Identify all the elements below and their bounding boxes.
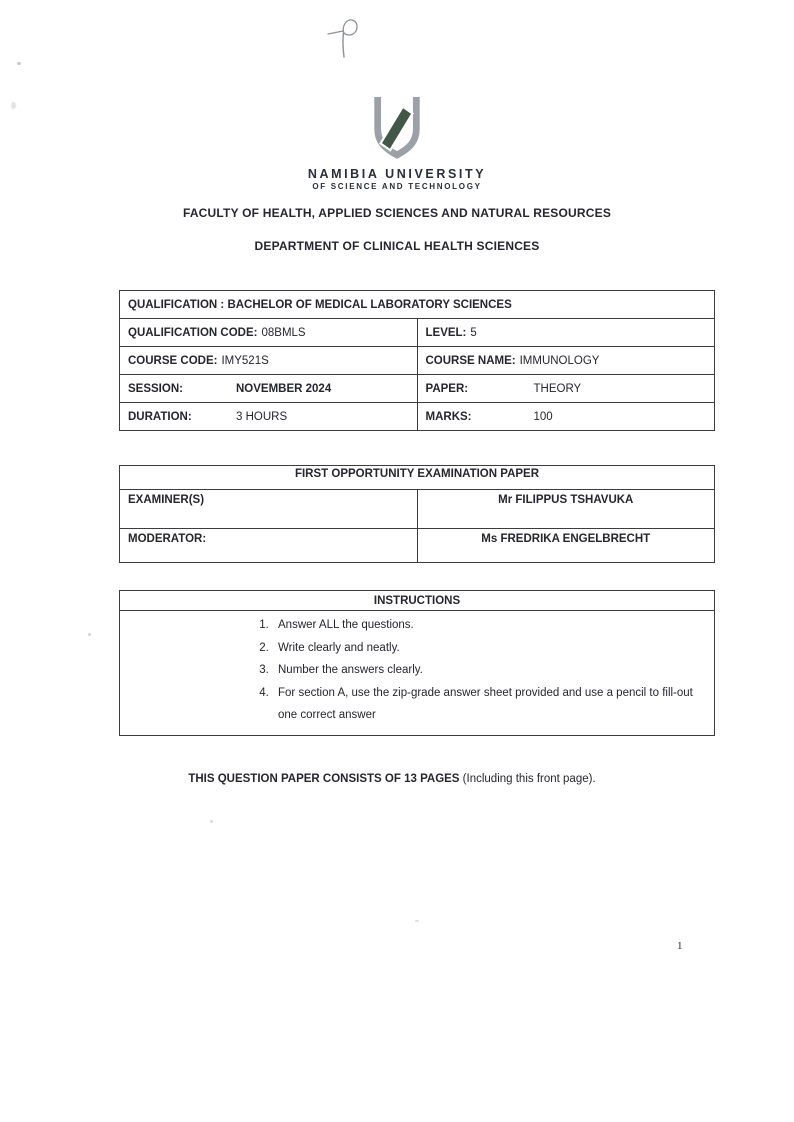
table-row	[120, 319, 715, 347]
session-cell	[120, 375, 418, 403]
table-row	[120, 375, 715, 403]
instruction-item: 3. Number the answers clearly.	[272, 659, 700, 682]
paper-cell	[417, 375, 715, 403]
table-row	[120, 291, 715, 319]
faculty-heading: FACULTY OF HEALTH, APPLIED SCIENCES AND NATURAL RESOURCES	[182, 206, 612, 220]
cell-label: COURSE CODE:	[128, 354, 218, 367]
cell-label: QUALIFICATION CODE:	[128, 326, 258, 339]
cell-value: 100	[533, 410, 553, 423]
cell-label: COURSE NAME:	[425, 354, 516, 367]
instructions-list	[120, 614, 700, 727]
level-cell	[417, 319, 715, 347]
scan-artifact	[210, 820, 213, 823]
table-row	[120, 611, 715, 736]
handwritten-pencil-mark	[322, 13, 370, 65]
page-count-statement	[0, 773, 784, 785]
table-row	[120, 347, 715, 375]
cell-label: PAPER:	[425, 382, 469, 395]
table-row	[120, 591, 715, 611]
cell-value: 5	[470, 326, 477, 339]
table-row	[120, 466, 715, 490]
instructions-header-cell: INSTRUCTIONS	[120, 591, 715, 611]
table-row	[120, 403, 715, 431]
course-code-cell	[120, 347, 418, 375]
exam-paper-header-cell: FIRST OPPORTUNITY EXAMINATION PAPER	[120, 466, 715, 490]
page-number: 1	[677, 940, 683, 952]
course-name-cell	[417, 347, 715, 375]
moderator-name-cell: Ms FREDRIKA ENGELBRECHT	[417, 529, 715, 563]
cell-label: LEVEL:	[425, 326, 467, 339]
examiner-name-cell: Mr FILIPPUS TSHAVUKA	[417, 490, 715, 529]
page-count-bold: THIS QUESTION PAPER CONSISTS OF 13 PAGES	[188, 773, 460, 785]
cell-value: 3 HOURS	[236, 410, 288, 423]
department-heading: DEPARTMENT OF CLINICAL HEALTH SCIENCES	[254, 239, 540, 253]
instructions-body-cell	[120, 611, 715, 736]
cell-label: DURATION:	[128, 410, 192, 423]
exam-paper-table	[119, 465, 715, 563]
duration-cell	[120, 403, 418, 431]
instruction-item: 4. For section A, use the zip-grade answer sheet provided and use a pencil to fill-out one correct answer	[272, 682, 700, 727]
cell-value: 08BMLS	[261, 326, 306, 339]
page-count-note: (Including this front page).	[459, 773, 596, 785]
marks-cell	[417, 403, 715, 431]
qualification-code-cell	[120, 319, 418, 347]
table-row	[120, 490, 715, 529]
instruction-item: 2. Write clearly and neatly.	[272, 637, 700, 660]
instruction-item: 1. Answer ALL the questions.	[272, 614, 700, 637]
scan-artifact	[88, 633, 91, 636]
moderator-label-cell: MODERATOR:	[120, 529, 418, 563]
qualification-table	[119, 290, 715, 431]
cell-value: IMY521S	[221, 354, 269, 367]
cell-label: MARKS:	[425, 410, 472, 423]
cell-value: IMMUNOLOGY	[519, 354, 600, 367]
cell-value: NOVEMBER 2024	[236, 382, 332, 395]
cell-label: SESSION:	[128, 382, 183, 395]
nust-shield-icon	[368, 95, 426, 159]
scan-artifact	[415, 920, 419, 922]
table-row	[120, 529, 715, 563]
examiner-label-cell: EXAMINER(S)	[120, 490, 418, 529]
university-name: NAMIBIA UNIVERSITY	[307, 167, 487, 181]
scan-artifact	[17, 62, 21, 65]
university-logo	[0, 95, 794, 191]
cell-value: THEORY	[533, 382, 582, 395]
university-subtitle: OF SCIENCE AND TECHNOLOGY	[312, 182, 482, 191]
qualification-header-cell: QUALIFICATION : BACHELOR OF MEDICAL LABORATORY SCIENCES	[120, 291, 715, 319]
instructions-table	[119, 590, 715, 736]
